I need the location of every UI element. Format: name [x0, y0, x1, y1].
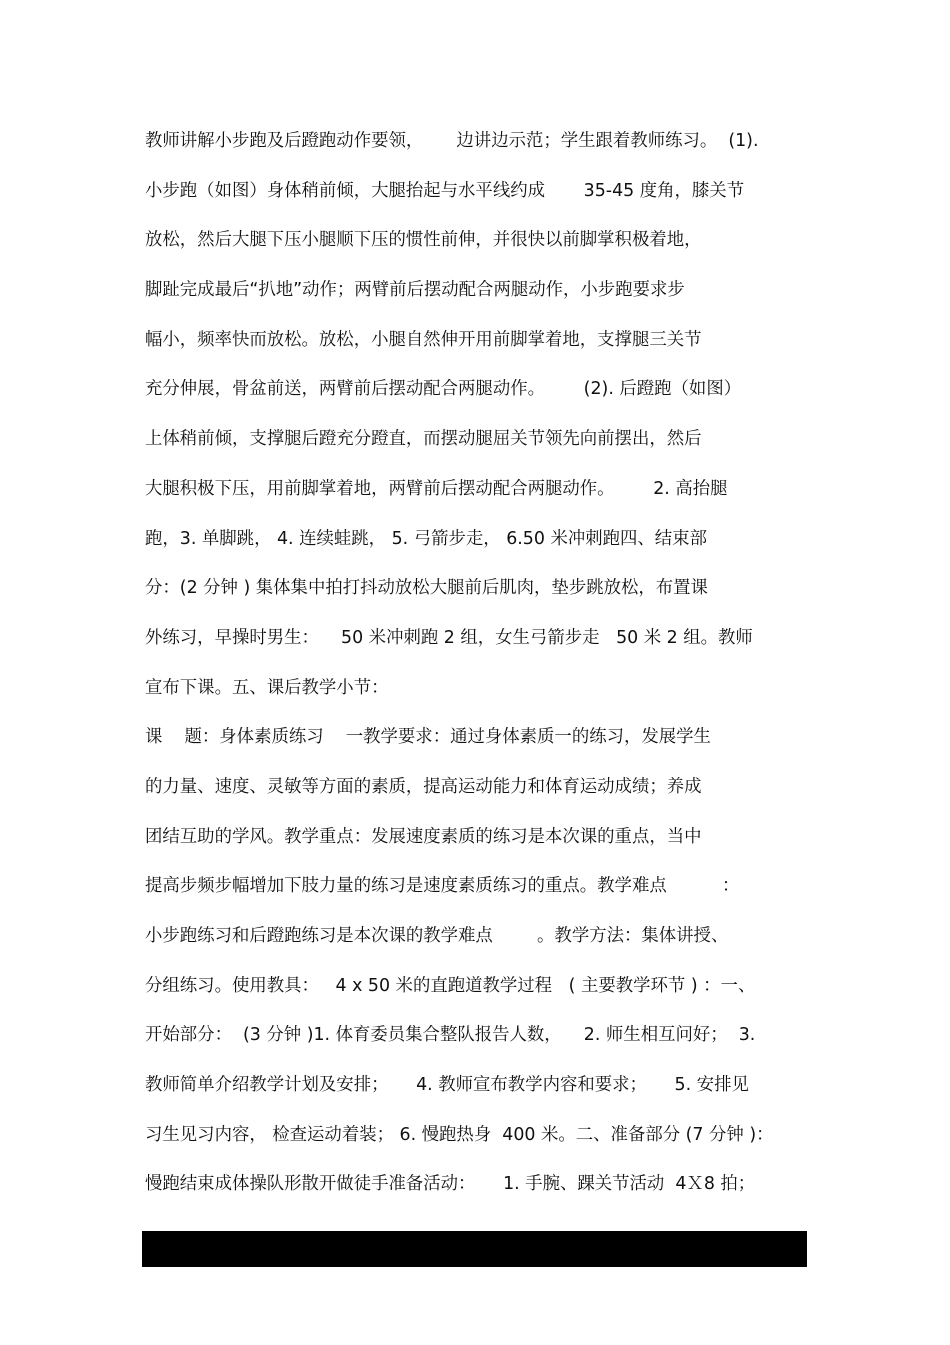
- text-line: 课 题：身体素质练习 一教学要求：通过身体素质一的练习，发展学生: [145, 727, 711, 748]
- text-line: 脚趾完成最后“扒地”动作；两臂前后摆动配合两腿动作，小步跑要求步: [145, 280, 685, 301]
- text-line: 小步跑（如图）身体稍前倾，大腿抬起与水平线约成 35-45 度角，膝关节: [145, 180, 745, 201]
- text-line: 外练习，早操时男生： 50 米冲刺跑 2 组，女生弓箭步走 50 米 2 组。教师: [145, 627, 753, 648]
- text-line: 慢跑结束成体操队形散开做徒手准备活动： 1. 手腕、踝关节活动 4Ｘ8 拍；: [145, 1174, 756, 1195]
- text-line: 放松，然后大腿下压小腿顺下压的惯性前伸，并很快以前脚掌积极着地，: [145, 230, 702, 251]
- text-line: 的力量、速度、灵敏等方面的素质，提高运动能力和体育运动成绩；养成: [145, 776, 702, 797]
- text-line: 上体稍前倾，支撑腿后蹬充分蹬直，而摆动腿屈关节领先向前摆出，然后: [145, 429, 702, 450]
- text-line: 提高步频步幅增加下肢力量的练习是速度素质练习的重点。教学难点 ：: [145, 876, 740, 897]
- text-line: 分：(2 分钟 ) 集体集中拍打抖动放松大腿前后肌肉，垫步跳放松，布置课: [145, 578, 708, 599]
- text-line: 教师讲解小步跑及后蹬跑动作要领， 边讲边示范；学生跟着教师练习。 (1).: [145, 131, 759, 151]
- text-line: 大腿积极下压，用前脚掌着地，两臂前后摆动配合两腿动作。 2. 高抬腿: [145, 478, 728, 499]
- text-line: 习生见习内容， 检查运动着装； 6. 慢跑热身 400 米。二、准备部分 (7 分钟 )：: [145, 1124, 774, 1145]
- footer-black-bar: [142, 1231, 807, 1267]
- text-line: 小步跑练习和后蹬跑练习是本次课的教学难点 。教学方法：集体讲授、: [145, 926, 729, 946]
- text-line: 团结互助的学风。教学重点：发展速度素质的练习是本次课的重点，当中: [145, 826, 702, 847]
- text-line: 教师简单介绍教学计划及安排； 4. 教师宣布教学内容和要求； 5. 安排见: [145, 1075, 749, 1096]
- text-line: 充分伸展，骨盆前送，两臂前后摆动配合两腿动作。 (2). 后蹬跑（如图）: [145, 379, 742, 400]
- text-line: 宣布下课。五、课后教学小节：: [145, 677, 389, 698]
- text-line: 开始部分： (3 分钟 )1. 体育委员集合整队报告人数， 2. 师生相互问好； 3.: [145, 1025, 756, 1046]
- text-line: 跑，3. 单脚跳， 4. 连续蛙跳， 5. 弓箭步走， 6.50 米冲刺跑四、结束部: [145, 528, 707, 549]
- lesson-plan-text: [145, 124, 813, 1217]
- text-line: 幅小，频率快而放松。放松，小腿自然伸开用前脚掌着地，支撑腿三关节: [145, 329, 702, 350]
- text-line: 分组练习。使用教具： 4 x 50 米的直跑道教学过程 ( 主要教学环节 ) ：一、: [145, 975, 756, 996]
